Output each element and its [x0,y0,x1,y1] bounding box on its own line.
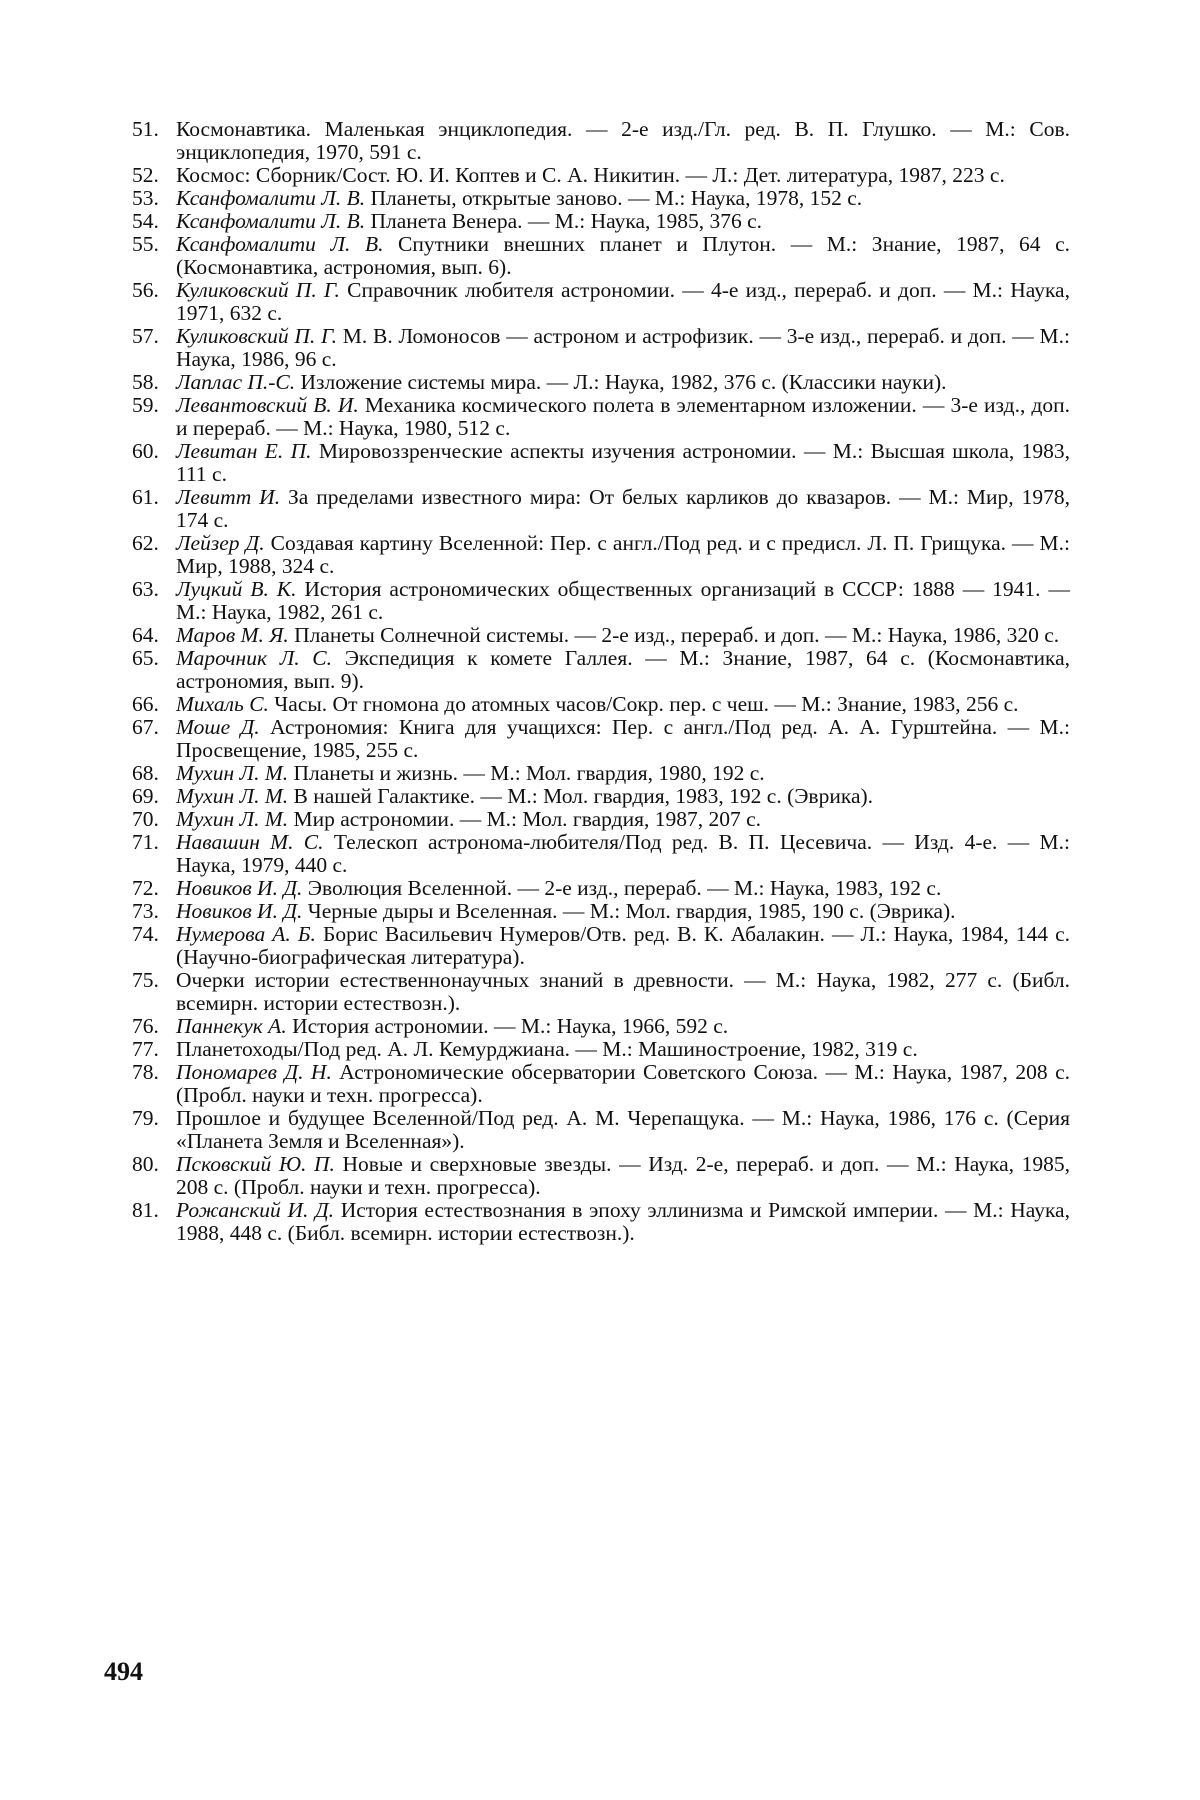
entry-text: Спутники внешних планет и Плутон. — М.: Знание, 1987, 64 с. (Космонавтика, астрономия, вып. 6). [176,232,1070,279]
bibliography-entry [132,923,1070,969]
page-number: 494 [104,1657,143,1687]
bibliography-entry [132,877,1070,900]
entry-text: Планеты, открытые заново. — М.: Наука, 1978, 152 с. [365,186,862,210]
bibliography-entry [132,210,1070,233]
bibliography-entry [132,716,1070,762]
bibliography-entry [132,969,1070,1015]
entry-author: Псковский Ю. П. [176,1152,335,1176]
bibliography-entry [132,785,1070,808]
entry-text: История естествознания в эпоху эллинизма и Римской империи. — М.: Наука, 1988, 448 с. (Библ. всемирн. истории естествозн.). [176,1198,1070,1245]
bibliography-entry [132,831,1070,877]
entry-text: Часы. От гномона до атомных часов/Сокр. пер. с чеш. — М.: Знание, 1983, 256 с. [269,692,1019,716]
entry-number: 51. [132,118,159,141]
bibliography-entry [132,1061,1070,1107]
entry-number: 77. [132,1038,159,1061]
bibliography-entry [132,118,1070,164]
entry-author: Паннекук А. [176,1014,287,1038]
entry-text: Мир астрономии. — М.: Мол. гвардия, 1987, 207 с. [288,807,761,831]
entry-author: Левантовский В. И. [176,393,359,417]
entry-text: Планета Венера. — М.: Наука, 1985, 376 с. [365,209,762,233]
entry-number: 74. [132,923,159,946]
entry-text: Планеты и жизнь. — М.: Мол. гвардия, 1980, 192 с. [288,761,765,785]
entry-author: Новиков И. Д. [176,876,302,900]
entry-author: Мухин Л. М. [176,807,288,831]
entry-text: Черные дыры и Вселенная. — М.: Мол. гвардия, 1985, 190 с. (Эврика). [302,899,955,923]
entry-text: Механика космического полета в элементарном изложении. — 3-е изд., доп. и перераб. — М.: Наука, 1980, 512 с. [176,393,1070,440]
entry-number: 67. [132,716,159,739]
entry-text: Планетоходы/Под ред. А. Л. Кемурджиана. — М.: Машиностроение, 1982, 319 с. [176,1037,918,1061]
bibliography-entry [132,279,1070,325]
entry-number: 70. [132,808,159,831]
entry-author: Навашин М. С. [176,830,324,854]
bibliography-entry [132,1153,1070,1199]
entry-author: Марочник Л. С. [176,646,332,670]
entry-number: 54. [132,210,159,233]
bibliography-entry [132,325,1070,371]
entry-number: 66. [132,693,159,716]
entry-number: 52. [132,164,159,187]
bibliography-entry [132,1107,1070,1153]
bibliography-entry [132,1015,1070,1038]
bibliography-entry [132,624,1070,647]
entry-number: 81. [132,1199,159,1222]
entry-number: 58. [132,371,159,394]
entry-number: 61. [132,486,159,509]
entry-author: Ксанфомалити Л. В. [176,209,365,233]
entry-text: Экспедиция к комете Галлея. — М.: Знание, 1987, 64 с. (Космонавтика, астрономия, вып. 9). [176,646,1070,693]
entry-text: Создавая картину Вселенной: Пер. с англ./Под ред. и с предисл. Л. П. Грищука. — М.: Мир, 1988, 324 с. [176,531,1070,578]
entry-author: Новиков И. Д. [176,899,302,923]
entry-text: Очерки истории естественнонаучных знаний в древности. — М.: Наука, 1982, 277 с. (Библ. всемирн. истории естествозн.). [176,968,1070,1015]
bibliography-list [132,118,1070,1245]
entry-number: 60. [132,440,159,463]
entry-text: Космонавтика. Маленькая энциклопедия. — 2-е изд./Гл. ред. В. П. Глушко. — М.: Сов. энциклопедия, 1970, 591 с. [176,117,1070,164]
entry-text: История астрономии. — М.: Наука, 1966, 592 с. [287,1014,728,1038]
bibliography-entry [132,900,1070,923]
entry-author: Левитан Е. П. [176,439,312,463]
bibliography-entry [132,187,1070,210]
entry-text: Телескоп астронома-любителя/Под ред. В. П. Цесевича. — Изд. 4-е. — М.: Наука, 1979, 440 с. [176,830,1070,877]
entry-author: Мухин Л. М. [176,784,288,808]
bibliography-entry [132,1199,1070,1245]
bibliography-entry [132,164,1070,187]
bibliography-entry [132,371,1070,394]
entry-author: Нумерова А. Б. [176,922,316,946]
entry-author: Лейзер Д. [176,531,265,555]
entry-number: 78. [132,1061,159,1084]
entry-text: Изложение системы мира. — Л.: Наука, 1982, 376 с. (Классики науки). [295,370,946,394]
entry-number: 69. [132,785,159,808]
entry-author: Ксанфомалити Л. В. [176,186,365,210]
entry-number: 59. [132,394,159,417]
entry-text: Справочник любителя астрономии. — 4-е изд., перераб. и доп. — М.: Наука, 1971, 632 с. [176,278,1070,325]
entry-author: Мухин Л. М. [176,761,288,785]
entry-text: Новые и сверхновые звезды. — Изд. 2-е, перераб. и доп. — М.: Наука, 1985, 208 с. (Пробл. науки и техн. прогресса). [176,1152,1070,1199]
entry-number: 79. [132,1107,159,1130]
entry-number: 57. [132,325,159,348]
entry-text: Астрономия: Книга для учащихся: Пер. с англ./Под ред. А. А. Гурштейна. — М.: Просвещение, 1985, 255 с. [176,715,1070,762]
bibliography-entry [132,486,1070,532]
bibliography-entry [132,762,1070,785]
entry-number: 76. [132,1015,159,1038]
entry-author: Маров М. Я. [176,623,289,647]
entry-author: Пономарев Д. Н. [176,1060,332,1084]
entry-text: Космос: Сборник/Сост. Ю. И. Коптев и С. А. Никитин. — Л.: Дет. литература, 1987, 223 с. [176,163,1005,187]
entry-number: 71. [132,831,159,854]
bibliography-entry [132,1038,1070,1061]
entry-text: Борис Васильевич Нумеров/Отв. ред. В. К. Абалакин. — Л.: Наука, 1984, 144 с. (Научно-биографическая литература). [176,922,1070,969]
entry-text: В нашей Галактике. — М.: Мол. гвардия, 1983, 192 с. (Эврика). [288,784,873,808]
entry-author: Куликовский П. Г. [176,278,340,302]
entry-author: Ксанфомалити Л. В. [176,232,383,256]
entry-number: 64. [132,624,159,647]
entry-number: 80. [132,1153,159,1176]
entry-author: Куликовский П. Г. [176,324,337,348]
entry-number: 75. [132,969,159,992]
entry-number: 56. [132,279,159,302]
bibliography-entry [132,233,1070,279]
entry-number: 53. [132,187,159,210]
bibliography-entry [132,440,1070,486]
entry-author: Луцкий В. К. [176,577,296,601]
entry-author: Лаплас П.-С. [176,370,295,394]
entry-number: 65. [132,647,159,670]
entry-text: Планеты Солнечной системы. — 2-е изд., перераб. и доп. — М.: Наука, 1986, 320 с. [289,623,1059,647]
bibliography-entry [132,647,1070,693]
entry-number: 62. [132,532,159,555]
entry-number: 63. [132,578,159,601]
bibliography-entry [132,693,1070,716]
entry-author: Моше Д. [176,715,260,739]
bibliography-entry [132,532,1070,578]
bibliography-entry [132,394,1070,440]
entry-author: Михаль С. [176,692,269,716]
bibliography-entry [132,578,1070,624]
entry-number: 73. [132,900,159,923]
entry-text: Эволюция Вселенной. — 2-е изд., перераб. — М.: Наука, 1983, 192 с. [302,876,941,900]
entry-text: Прошлое и будущее Вселенной/Под ред. А. М. Черепащука. — М.: Наука, 1986, 176 с. (Серия «Планета Земля и Вселенная»). [176,1106,1070,1153]
entry-text: История астрономических общественных организаций в СССР: 1888 — 1941. — М.: Наука, 1982, 261 с. [176,577,1070,624]
entry-number: 55. [132,233,159,256]
entry-text: За пределами известного мира: От белых карликов до квазаров. — М.: Мир, 1978, 174 с. [176,485,1070,532]
entry-text: Астрономические обсерватории Советского Союза. — М.: Наука, 1987, 208 с. (Пробл. науки и техн. прогресса). [176,1060,1070,1107]
entry-number: 72. [132,877,159,900]
entry-author: Левитт И. [176,485,280,509]
entry-text: Мировоззренческие аспекты изучения астрономии. — М.: Высшая школа, 1983, 111 с. [176,439,1070,486]
entry-number: 68. [132,762,159,785]
entry-text: М. В. Ломоносов — астроном и астрофизик. — 3-е изд., перераб. и доп. — М.: Наука, 1986, 96 с. [176,324,1070,371]
bibliography-entry [132,808,1070,831]
entry-author: Рожанский И. Д. [176,1198,334,1222]
